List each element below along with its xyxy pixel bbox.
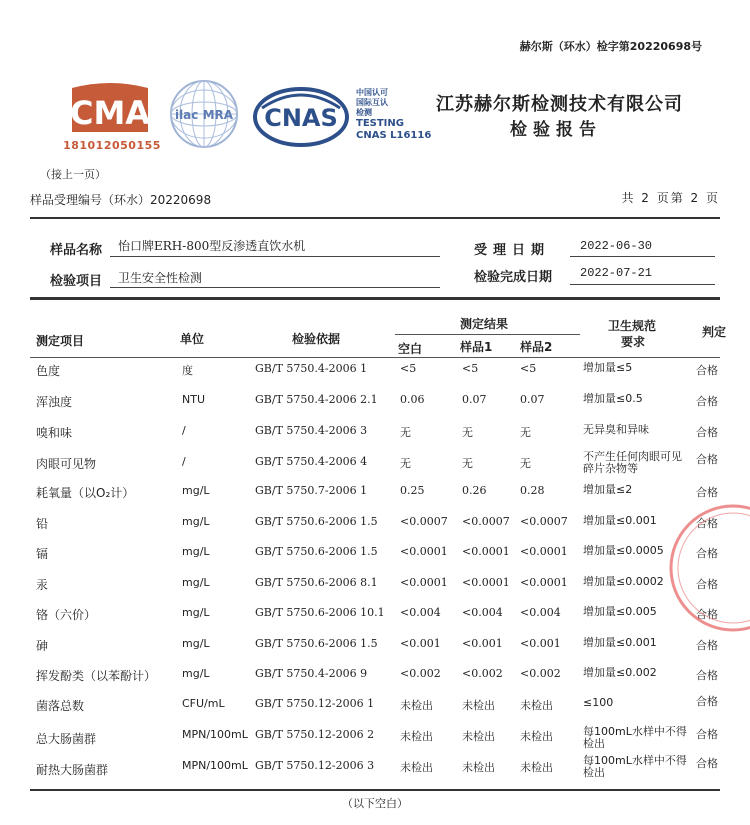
cell-unit: mg/L	[182, 667, 210, 680]
cell-sample2: 0.07	[520, 393, 545, 406]
divider	[395, 334, 580, 335]
cell-sample1: <5	[462, 362, 479, 375]
cell-item: 嗅和味	[36, 426, 73, 440]
cell-sample1: 0.07	[462, 393, 487, 406]
cell-judgement: 合格	[696, 578, 718, 591]
divider	[30, 357, 720, 358]
lab-name: 江苏赫尔斯检测技术有限公司	[436, 94, 683, 115]
cell-method: GB/T 5750.12-2006 1	[255, 697, 375, 710]
cell-sample1: 未检出	[462, 730, 495, 743]
receive-date-value: 2022-06-30	[580, 239, 653, 253]
cell-sample2: 0.28	[520, 484, 545, 497]
cell-requirement: 不产生任何肉眼可见碎片杂物等	[583, 450, 682, 475]
table-row	[0, 484, 750, 514]
cell-requirement: 增加量≤0.001	[583, 636, 657, 649]
sample-name-value: 怡口牌ERH-800型反渗透直饮水机	[118, 239, 306, 253]
header-sample1: 样品1	[460, 340, 493, 354]
cell-requirement: 增加量≤0.5	[583, 392, 643, 405]
cell-sample2: <0.002	[520, 667, 561, 680]
cnas-logo-text: CNAS	[264, 104, 338, 132]
cell-requirement: 增加量≤0.0005	[583, 544, 664, 557]
cell-blank: 无	[400, 426, 411, 439]
header-blank: 空白	[398, 342, 423, 356]
cell-sample1: <0.0001	[462, 545, 510, 558]
cell-blank: <0.0007	[400, 515, 448, 528]
cell-method: GB/T 5750.7-2006 1	[255, 484, 368, 497]
cell-item: 铅	[36, 517, 49, 531]
report-title: 检验报告	[510, 120, 602, 140]
cell-method: GB/T 5750.12-2006 2	[255, 728, 375, 741]
cell-method: GB/T 5750.12-2006 3	[255, 759, 375, 772]
cell-item: 耐热大肠菌群	[36, 763, 109, 777]
cell-unit: mg/L	[182, 637, 210, 650]
cell-unit: 度	[182, 364, 193, 377]
cell-judgement: 合格	[696, 608, 718, 621]
cell-requirement: ≤100	[583, 696, 614, 709]
cell-judgement: 合格	[696, 669, 718, 682]
cell-judgement: 合格	[696, 547, 718, 560]
cell-sample1: 无	[462, 457, 473, 470]
cell-blank: <0.004	[400, 606, 441, 619]
official-stamp-icon	[663, 498, 750, 648]
cell-blank: 未检出	[400, 730, 433, 743]
underline	[570, 256, 715, 257]
cell-item: 总大肠菌群	[36, 732, 97, 746]
cell-requirement: 增加量≤5	[583, 361, 633, 374]
cnas-cn-line: 国际互认	[356, 98, 388, 107]
cell-method: GB/T 5750.6-2006 10.1	[255, 606, 385, 619]
ilac-mra-logo-icon	[168, 78, 240, 150]
cell-blank: <0.0001	[400, 545, 448, 558]
continued-note: （接上一页）	[40, 168, 106, 181]
cell-sample1: <0.0001	[462, 576, 510, 589]
cell-method: GB/T 5750.6-2006 1.5	[255, 637, 378, 650]
cell-sample1: 未检出	[462, 699, 495, 712]
table-row	[0, 451, 750, 481]
cnas-en-line: TESTING	[356, 118, 404, 129]
table-row	[0, 726, 750, 756]
cell-sample2: <5	[520, 362, 537, 375]
header-sample2: 样品2	[520, 340, 553, 354]
cell-judgement: 合格	[696, 426, 718, 439]
cell-judgement: 合格	[696, 695, 718, 708]
cell-sample1: 无	[462, 426, 473, 439]
cell-unit: /	[182, 424, 186, 437]
cnas-en-line: CNAS L16116	[356, 130, 432, 141]
cell-sample2: <0.001	[520, 637, 561, 650]
cell-item: 菌落总数	[36, 699, 85, 713]
cell-sample1: <0.004	[462, 606, 503, 619]
complete-date-value: 2022-07-21	[580, 266, 653, 280]
cell-unit: mg/L	[182, 545, 210, 558]
cell-unit: mg/L	[182, 515, 210, 528]
cell-sample2: 未检出	[520, 699, 553, 712]
header-standard: 卫生规范	[608, 319, 657, 333]
table-row	[0, 697, 750, 727]
cell-unit: MPN/100mL	[182, 728, 248, 741]
underline	[570, 284, 715, 285]
cell-sample1: <0.001	[462, 637, 503, 650]
table-row	[0, 667, 750, 697]
cell-method: GB/T 5750.6-2006 8.1	[255, 576, 378, 589]
cell-unit: mg/L	[182, 484, 210, 497]
cell-requirement: 每100mL水样中不得检出	[583, 725, 687, 750]
cell-judgement: 合格	[696, 757, 718, 770]
cell-sample2: 未检出	[520, 730, 553, 743]
cell-unit: NTU	[182, 393, 205, 406]
cell-requirement: 每100mL水样中不得检出	[583, 754, 687, 779]
cell-method: GB/T 5750.4-2006 2.1	[255, 393, 378, 406]
cell-unit: CFU/mL	[182, 697, 225, 710]
cell-requirement: 增加量≤0.002	[583, 666, 657, 679]
cell-sample1: <0.0007	[462, 515, 510, 528]
cell-blank: <0.0001	[400, 576, 448, 589]
sample-number: 样品受理编号（环水）20220698	[30, 193, 212, 207]
cell-item: 浑浊度	[36, 395, 73, 409]
cell-blank: 未检出	[400, 699, 433, 712]
cell-requirement: 无异臭和异味	[583, 423, 649, 436]
cell-judgement: 合格	[696, 486, 718, 499]
cell-judgement: 合格	[696, 453, 718, 466]
cell-sample2: 无	[520, 426, 531, 439]
cell-item: 铬（六价）	[36, 608, 97, 622]
cell-blank: <0.001	[400, 637, 441, 650]
header-method: 检验依据	[292, 332, 341, 346]
cell-sample1: 0.26	[462, 484, 487, 497]
divider	[30, 297, 720, 300]
cell-judgement: 合格	[696, 639, 718, 652]
cell-sample2: 未检出	[520, 761, 553, 774]
cell-judgement: 合格	[696, 395, 718, 408]
cma-logo-text: CMA	[69, 94, 151, 132]
cell-judgement: 合格	[696, 517, 718, 530]
header-judgement: 判定	[702, 325, 727, 339]
cell-item: 耗氧量（以O₂计）	[36, 486, 135, 500]
cell-sample1: 未检出	[462, 761, 495, 774]
cnas-cn-line: 中国认可	[356, 88, 388, 97]
cell-item: 色度	[36, 364, 61, 378]
table-row	[0, 393, 750, 423]
table-row	[0, 606, 750, 636]
cell-method: GB/T 5750.4-2006 1	[255, 362, 368, 375]
cell-item: 肉眼可见物	[36, 457, 97, 471]
divider	[30, 217, 720, 219]
cell-method: GB/T 5750.4-2006 3	[255, 424, 368, 437]
header-item: 测定项目	[36, 334, 85, 348]
complete-date-label: 检验完成日期	[474, 270, 553, 285]
cell-unit: MPN/100mL	[182, 759, 248, 772]
header-results: 测定结果	[460, 317, 509, 331]
cell-requirement: 增加量≤0.001	[583, 514, 657, 527]
cell-item: 汞	[36, 578, 49, 592]
cell-method: GB/T 5750.6-2006 1.5	[255, 545, 378, 558]
table-row	[0, 755, 750, 785]
cell-requirement: 增加量≤0.0002	[583, 575, 664, 588]
cell-judgement: 合格	[696, 364, 718, 377]
sample-name-label: 样品名称	[50, 243, 103, 258]
underline	[110, 256, 440, 257]
table-row	[0, 362, 750, 392]
page-info: 共 2 页第 2 页	[621, 191, 720, 205]
cell-unit: /	[182, 455, 186, 468]
cell-sample1: <0.002	[462, 667, 503, 680]
cell-sample2: <0.0001	[520, 576, 568, 589]
cnas-accreditation-text	[356, 88, 431, 142]
cell-blank: <0.002	[400, 667, 441, 680]
cell-item: 砷	[36, 639, 49, 653]
cnas-logo-icon	[252, 86, 350, 148]
cell-item: 挥发酚类（以苯酚计）	[36, 669, 157, 683]
cnas-cn-line: 检测	[356, 108, 372, 117]
cell-method: GB/T 5750.4-2006 9	[255, 667, 368, 680]
cell-method: GB/T 5750.6-2006 1.5	[255, 515, 378, 528]
header-unit: 单位	[180, 332, 205, 346]
divider	[30, 789, 720, 791]
cell-sample2: <0.0007	[520, 515, 568, 528]
table-row	[0, 576, 750, 606]
cell-item: 镉	[36, 547, 49, 561]
cell-requirement: 增加量≤0.005	[583, 605, 657, 618]
cell-unit: mg/L	[182, 606, 210, 619]
table-row	[0, 515, 750, 545]
cell-blank: 0.06	[400, 393, 425, 406]
cell-sample2: 无	[520, 457, 531, 470]
cell-blank: <5	[400, 362, 417, 375]
underline	[110, 287, 440, 288]
report-number: 赫尔斯（环水）检字第20220698号	[519, 40, 702, 53]
cell-sample2: <0.0001	[520, 545, 568, 558]
cell-blank: 0.25	[400, 484, 425, 497]
end-note: （以下空白）	[342, 797, 408, 810]
cell-sample2: <0.004	[520, 606, 561, 619]
header-standard-line2: 要求	[621, 335, 646, 349]
cell-blank: 未检出	[400, 761, 433, 774]
cell-judgement: 合格	[696, 728, 718, 741]
cell-blank: 无	[400, 457, 411, 470]
cell-requirement: 增加量≤2	[583, 483, 633, 496]
cell-unit: mg/L	[182, 576, 210, 589]
table-row	[0, 637, 750, 667]
cma-number: 181012050155	[63, 139, 161, 152]
table-row	[0, 545, 750, 575]
test-item-label: 检验项目	[50, 274, 103, 289]
ilac-logo-text: ilac MRA	[174, 108, 234, 122]
test-item-value: 卫生安全性检测	[118, 271, 203, 285]
cell-method: GB/T 5750.4-2006 4	[255, 455, 368, 468]
receive-date-label: 受理日期	[474, 243, 551, 258]
